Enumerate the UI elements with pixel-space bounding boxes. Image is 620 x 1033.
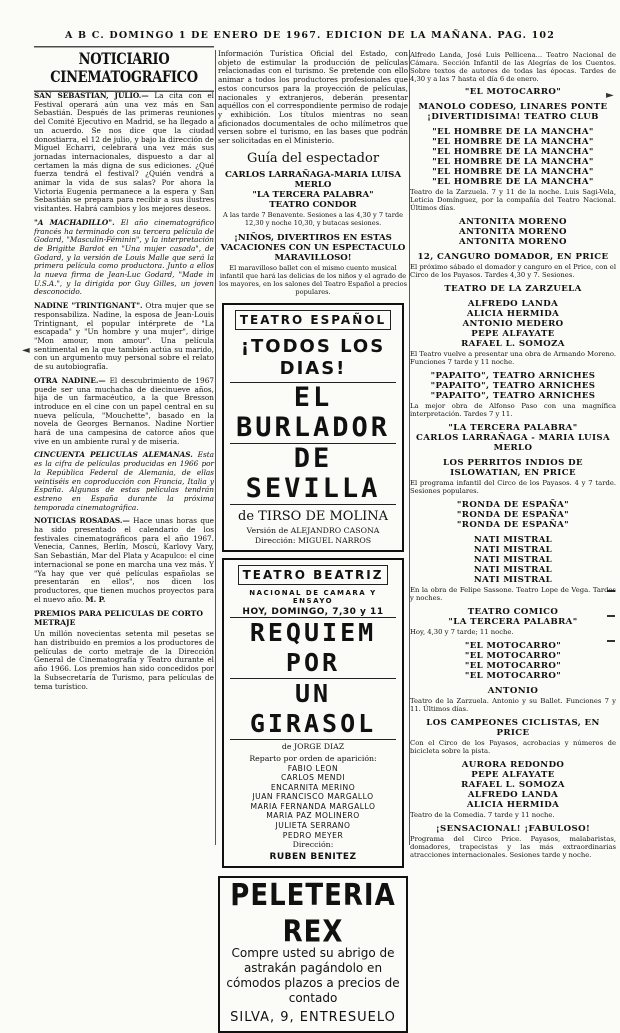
ad-play-title: EL BURLADOR DE SEVILLA [230,382,396,505]
ad-direction: Dirección: MIGUEL NARROS [254,535,372,545]
page-header: A B C. DOMINGO 1 DE ENERO DE 1967. EDICION DE LA MAÑANA. PAG. 102 [64,30,556,41]
listing-heading: LOS CAMPEONES CICLISTAS, EN PRICE [426,718,600,738]
listing-note: En la obra de Felipe Sassone. Teatro Lope de Vega. Tardes y noches. [410,586,616,602]
listing-heading: "PAPAITO", TEATRO ARNICHES [430,381,596,391]
listing-heading: ALICIA HERMIDA [466,309,560,319]
left-arrow-icon: ◄ [22,345,30,356]
listing-heading: "EL MOTOCARRO" [464,641,562,651]
listing-heading: ¡DIVERTIDISIMA! TEATRO CLUB [427,112,599,122]
article-paragraph: NADINE "TRINTIGNANT". Otra mujer que se responsabiliza. Nadine, la esposa de Jean-Louis Trintignant, el popular intérprete de "La escapada" y "Un hombre y una mujer", dirige "Mon amour, mon amour". Una película sentimental en la que también actúa su marido, con un argumento muy personal sobre el relato de su autobiografía. [34,301,214,372]
listing-heading: TEATRO COMICO [467,607,559,617]
ad-shop-name: PELETERIA REX [230,878,396,950]
article-paragraph: Un millón novecientas setenta mil pesetas se han distribuido en premios a los productores de películas de corto metraje de la Dirección General de Cinematografía y Teatro durante el año 1966. Los premios han sido concedidos por la Subsecretaría de Turismo, para películas de tema turístico. [34,629,214,691]
listing-block [410,252,616,279]
listing-heading: "EL HOMBRE DE LA MANCHA" [432,167,594,177]
listing-heading: RAFAEL L. SOMOZA [461,339,565,349]
ad-teatro-espanol [222,303,404,552]
listing-heading: NATI MISTRAL [473,535,553,545]
listing-heading: PEPE ALFAYATE [471,770,555,780]
guide-title: Guía del espectador [246,150,380,166]
listing-intro: Alfredo Landa, José Luis Pellicena... Teatro Nacional de Cámara. Sección Infantil de las Alegrías de los Cuentos. Sobre textos de autores de todas las épocas. Tardes de 4,30 y a las 7 hasta el día 6 de enero. [410,51,616,83]
ad-theatre-name: TEATRO ESPAÑOL [235,310,391,330]
listing-note: El programa infantil del Circo de los Payasos. 4 y 7 tarde. Sesiones populares. [410,479,616,495]
listing-heading: NATI MISTRAL [473,575,553,585]
listing-block [410,299,616,366]
listing-heading: NATI MISTRAL [473,555,553,565]
listing-heading: TEATRO DE LA ZARZUELA [444,284,582,294]
listing-block [410,458,616,495]
listing-block [410,607,616,636]
listing-heading: NATI MISTRAL [473,565,553,575]
listing-heading: "EL HOMBRE DE LA MANCHA" [432,157,594,167]
listing-heading: ANTONIO [487,686,539,696]
listing-heading: AURORA REDONDO [461,760,565,770]
listing-heading: "EL HOMBRE DE LA MANCHA" [432,177,594,187]
listing-note: Programa del Circo Price. Payasos, malabaristas, domadores, trapecistas y las más extraordinarias atracciones internacionales. Sesiones tarde y noche. [410,835,616,859]
listing-heading: "EL MOTOCARRO" [464,671,562,681]
listing-heading: "EL HOMBRE DE LA MANCHA" [432,127,594,137]
listing-heading: "LA TERCERA PALABRA" [448,617,578,627]
listing-heading: "EL MOTOCARRO" [464,661,562,671]
column-listings [410,50,616,859]
ad-play-title: REQUIEM POR UN GIRASOL [230,617,396,740]
ad-director: RUBEN BENITEZ [269,852,357,863]
listing-heading: 12, CANGURO DOMADOR, EN PRICE [417,252,609,262]
article-paragraph: Información Turística Oficial del Estado, con objeto de estimular la producción de películas relacionadas con el turismo. Se pretende con ello animar a todos los productores profesionales que estos concursos para la proyección de películas, nacionales y extranjeros, deberán presentar aquéllos con el correspondiente permiso de rodaje y exhibición. Los títulos mientras no sean aficionados documentales de ocho milímetros que versen sobre el turismo, en las bases que podrán ser solicitadas en el Ministerio. [218,49,408,146]
cast-member: JULIETA SERRANO [275,821,351,831]
cast-member: PEDRO MEYER [282,830,344,840]
guide-info: El maravilloso ballet con el mismo cuento musical infantil que hará las delicias de los niños y el agrado de los mayores, en los salones del Teatro Español a precios populares. [218,264,408,296]
ad-teatro-beatriz [222,558,404,869]
article-paragraph: CINCUENTA PELICULAS ALEMANAS. Esta es la cifra de películas producidas en 1966 por la República Federal de Alemania, de ellas veintiséis en coproducción con Francia, Italia y España. Algunas de estas películas tendrán estreno en España durante la próxima temporada cinematográfica. [34,450,214,512]
listing-heading: "LA TERCERA PALABRA" [448,423,578,433]
ad-peleteria-rex [218,876,408,1033]
cast-member: ENCARNITA MERINO [270,782,356,792]
listing-block [410,500,616,530]
listing-heading: ANTONITA MORENO [459,227,567,237]
right-arrow-icon: ► [606,90,614,101]
article-paragraph: SAN SEBASTIAN, JULIO.— La cita con el Festival operará aún una vez más en San Sebastián. Después de las primeras reuniones del Comité Ejecutivo en Madrid, se ha llegado a un acuerdo. Se nos dice que la ciudad donostiarra, el 12 de julio, y bajo la dirección de Miguel Echarri, celebrará una vez más sus jornadas internacionales, dispuesto a dar al certamen la más digna de sus ediciones. ¿Qué fuerza tendrá el festival? ¿Quién vendrá a animar la vida de sus salas? Por ahora la Victoria Eugenia permanece a la espera y San Sebastián se prepara para recibir a sus ilustres visitantes. Habrá cambios y los mejores deseos. [34,91,214,214]
listing-heading: "PAPAITO", TEATRO ARNICHES [430,371,596,381]
listing-note: El Teatro vuelve a presentar una obra de Armando Moreno. Funciones 7 tarde y 11 noche. [410,350,616,366]
listing-heading: "RONDA DE ESPAÑA" [456,510,570,520]
listing-block [410,217,616,247]
article-paragraph: NOTICIAS ROSADAS.— Hace unas horas que ha sido presentado el calendario de los festivales cinematográficos para el año 1967. Venecia, Cannes, Berlín, Moscú, Karlovy Vary, San Sebastián, Mar del Plata y Acapulco: el cine internacional se pone en marcha una vez más. Y "Ya hay que ver qué películas españolas se presentarán en ellos", nos dicen los productores, que tienen muchos proyectos para el nuevo año. M. P. [34,516,215,604]
ad-author: de TIRSO DE MOLINA [238,508,388,524]
article-subhead: PREMIOS PARA PELICULAS DE CORTO METRAJE [34,609,203,628]
article-paragraph: OTRA NADINE.— El descubrimiento de 1967 puede ser una muchacha de diecinueve años, hija de un farmacéutico, a la que Bresson introduce en el cine con un papel central en su nueva película, "Mouchette", basado en la novela de Georges Bernanos. Nadine Nortier hará de una campesina de catorce años que vive en un ambiente rural y de miseria. [34,375,214,446]
cast-member: JUAN FRANCISCO MARGALLO [252,792,374,802]
ad-direction-label: Dirección: [292,840,334,850]
listing-block [410,535,616,602]
ad-shop-address: SILVA, 9, ENTRESUELO [230,1010,396,1026]
ad-theatre-name: TEATRO BEATRIZ [238,565,389,585]
listing-note: Teatro de la Zarzuela. 7 y 11 de la noche. Luis Sagi-Vela, Leticia Domínguez, por la compañía del Teatro Nacional. Últimos días. [410,188,616,212]
ad-tagline: ¡TODOS LOS DIAS! [240,335,386,379]
ad-subtitle: NACIONAL DE CAMARA Y ENSAYO [249,588,377,605]
listing-heading: ALFREDO LANDA [467,790,559,800]
guide-heading: ¡NIÑOS, DIVERTIROS EN ESTAS VACACIONES CON UN ESPECTACULO MARAVILLOSO! [220,233,406,264]
ad-cast-intro: Reparto por orden de aparición: [249,753,377,763]
listing-block [410,760,616,819]
listing-block [410,718,616,755]
ad-cast-list [230,764,396,841]
guide-heading: TEATRO CONDOR [269,199,357,210]
listing-heading: "RONDA DE ESPAÑA" [456,520,570,530]
listing-heading: ALICIA HERMIDA [466,800,560,810]
listing-block [410,87,616,97]
listing-heading: ALFREDO LANDA [467,299,559,309]
section-title: NOTICIARIO CINEMATOGRAFICO [34,46,214,92]
listing-note: Teatro de la Zarzuela. Antonio y su Ballet. Funciones 7 y 11. Últimos días. [410,697,616,713]
guide-heading: CARLOS LARRAÑAGA-MARIA LUISA MERLO [224,169,402,190]
listing-heading: "EL MOTOCARRO" [464,651,562,661]
listing-block [410,824,616,859]
cast-member: MARIA PAZ MOLINERO [266,811,360,821]
listing-heading: ¡SENSACIONAL! ¡FABULOSO! [435,824,591,834]
column-divider [215,50,216,845]
listing-note: El próximo sábado el domador y canguro en el Price, con el Circo de los Payasos. Tardes 4,30 y 7. Sesiones. [410,263,616,279]
listing-note: Hoy, 4,30 y 7 tarde; 11 noche. [410,628,514,636]
listing-block [410,102,616,122]
listing-heading: "RONDA DE ESPAÑA" [456,500,570,510]
listing-heading: LOS PERRITOS INDIOS DE ISLOWATIAN, EN PRICE [443,458,583,478]
listing-note: Con el Circo de los Payasos, acrobacias y números de bicicleta sobre la pista. [410,739,616,755]
listing-note: La mejor obra de Alfonso Paso con una magnífica interpretación. Tardes 7 y 11. [410,402,616,418]
cast-member: FABIO LEON [287,763,339,773]
listing-block [410,641,616,681]
listing-block [410,284,616,294]
guide-info: A las tarde 7 Benavente. Sesiones a las 4,30 y 7 tarde 12,30 y noche 10,30, y butacas sesiones. [223,210,403,227]
listing-heading: CARLOS LARRAÑAGA - MARIA LUISA MERLO [415,433,611,453]
listing-heading: NATI MISTRAL [473,545,553,555]
listing-block [410,127,616,212]
listing-heading: PEPE ALFAYATE [471,329,555,339]
listing-heading: MANOLO CODESO, LINARES PONTE [418,102,608,112]
ad-shop-body: Compre usted su abrigo de astrakán pagándolo en cómodos plazos a precios de contado [226,946,400,1006]
listing-heading: ANTONIO MEDERO [462,319,564,329]
article-paragraph: "A MACHADILLO". El año cinematográfico francés ha terminado con su tercera película de Godard, "Masculin-Féminin", y la interpretación de Brigitte Bardot en "Una mujer casada", de Godard, y la versión de Louis Malle que será la primera película como productora. Junto a ellos la nueva firma de Jean-Luc Godard, "Made in U.S.A.", y la dirigida por Guy Gilles, un joven desconocido. [34,217,214,297]
listing-heading: ANTONITA MORENO [459,237,567,247]
listing-heading: RAFAEL L. SOMOZA [461,780,565,790]
listing-heading: "EL HOMBRE DE LA MANCHA" [432,137,594,147]
ad-author: de JORGE DIAZ [281,741,345,751]
listing-heading: ANTONITA MORENO [459,217,567,227]
listing-heading: "EL HOMBRE DE LA MANCHA" [432,147,594,157]
listing-note: Teatro de la Comedia. 7 tarde y 11 noche. [410,811,555,819]
listing-block [410,686,616,713]
listing-heading: "PAPAITO", TEATRO ARNICHES [430,391,596,401]
listing-block [410,423,616,453]
column-news [34,50,214,848]
cast-member: CARLOS MENDI [280,773,346,783]
column-guide [218,49,408,1026]
ad-version: Versión de ALEJANDRO CASONA [246,525,380,535]
listing-heading: "EL MOTOCARRO" [464,87,562,97]
listing-block [410,371,616,418]
cast-member: MARIA FERNANDA MARGALLO [250,801,376,811]
ad-date: HOY, DOMINGO, 7,30 y 11 [242,606,384,617]
listings [410,87,616,859]
guide-heading: "LA TERCERA PALABRA" [252,189,374,200]
